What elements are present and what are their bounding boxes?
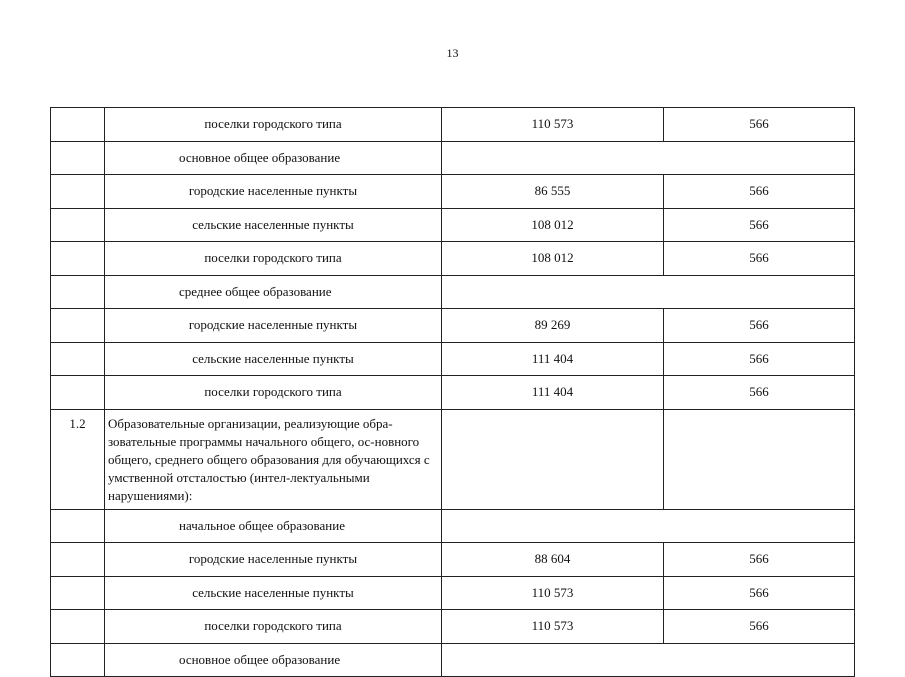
row-name: городские населенные пункты bbox=[105, 543, 442, 577]
row-name: поселки городского типа bbox=[105, 108, 442, 142]
amount-cell: 110 573 bbox=[442, 108, 664, 142]
row-name: основное общее образование bbox=[105, 141, 442, 175]
row-name: городские населенные пункты bbox=[105, 175, 442, 209]
row-code bbox=[51, 309, 105, 343]
table-row bbox=[51, 409, 855, 509]
row-name: поселки городского типа bbox=[105, 610, 442, 644]
page-number: 13 bbox=[446, 46, 459, 60]
amount-cell: 111 404 bbox=[442, 376, 664, 410]
table-row bbox=[51, 376, 855, 410]
row-name: поселки городского типа bbox=[105, 242, 442, 276]
coefficient-cell: 566 bbox=[664, 309, 855, 343]
empty-cell bbox=[442, 141, 855, 175]
row-name: сельские населенные пункты bbox=[105, 208, 442, 242]
data-table bbox=[50, 107, 855, 677]
table-row bbox=[51, 610, 855, 644]
row-name: сельские населенные пункты bbox=[105, 576, 442, 610]
row-code bbox=[51, 643, 105, 677]
table-row bbox=[51, 208, 855, 242]
amount-cell: 86 555 bbox=[442, 175, 664, 209]
row-code bbox=[51, 208, 105, 242]
table-row bbox=[51, 643, 855, 677]
coefficient-cell: 566 bbox=[664, 610, 855, 644]
amount-cell: 88 604 bbox=[442, 543, 664, 577]
coefficient-cell: 566 bbox=[664, 543, 855, 577]
value-cell bbox=[442, 409, 664, 509]
row-code bbox=[51, 108, 105, 142]
empty-cell bbox=[442, 275, 855, 309]
row-code bbox=[51, 576, 105, 610]
table-row bbox=[51, 175, 855, 209]
row-name: поселки городского типа bbox=[105, 376, 442, 410]
row-name: Образовательные организации, реализующие обра-зовательные программы начального общего, ос-новного общего, среднего общего образования для обучающихся с умственной отсталостью (интел-лектуальными нарушениями): bbox=[105, 409, 442, 509]
row-code bbox=[51, 275, 105, 309]
row-name: сельские населенные пункты bbox=[105, 342, 442, 376]
row-code bbox=[51, 509, 105, 543]
row-code bbox=[51, 242, 105, 276]
row-name: начальное общее образование bbox=[105, 509, 442, 543]
row-code bbox=[51, 376, 105, 410]
coefficient-cell: 566 bbox=[664, 175, 855, 209]
row-name: основное общее образование bbox=[105, 643, 442, 677]
empty-cell bbox=[442, 643, 855, 677]
table-row bbox=[51, 108, 855, 142]
coefficient-cell: 566 bbox=[664, 376, 855, 410]
value-cell bbox=[664, 409, 855, 509]
coefficient-cell: 566 bbox=[664, 342, 855, 376]
table-row bbox=[51, 543, 855, 577]
table-row bbox=[51, 309, 855, 343]
row-code bbox=[51, 610, 105, 644]
row-code bbox=[51, 543, 105, 577]
empty-cell bbox=[442, 509, 855, 543]
coefficient-cell: 566 bbox=[664, 576, 855, 610]
table-row bbox=[51, 275, 855, 309]
table-row bbox=[51, 242, 855, 276]
row-code: 1.2 bbox=[51, 409, 105, 509]
coefficient-cell: 566 bbox=[664, 108, 855, 142]
amount-cell: 111 404 bbox=[442, 342, 664, 376]
row-code bbox=[51, 141, 105, 175]
amount-cell: 110 573 bbox=[442, 576, 664, 610]
row-name: городские населенные пункты bbox=[105, 309, 442, 343]
table-row bbox=[51, 342, 855, 376]
amount-cell: 108 012 bbox=[442, 208, 664, 242]
amount-cell: 89 269 bbox=[442, 309, 664, 343]
table-row bbox=[51, 141, 855, 175]
table-row bbox=[51, 576, 855, 610]
coefficient-cell: 566 bbox=[664, 242, 855, 276]
row-name: среднее общее образование bbox=[105, 275, 442, 309]
amount-cell: 108 012 bbox=[442, 242, 664, 276]
row-code bbox=[51, 342, 105, 376]
table-body bbox=[51, 108, 855, 677]
coefficient-cell: 566 bbox=[664, 208, 855, 242]
amount-cell: 110 573 bbox=[442, 610, 664, 644]
row-code bbox=[51, 175, 105, 209]
table-row bbox=[51, 509, 855, 543]
